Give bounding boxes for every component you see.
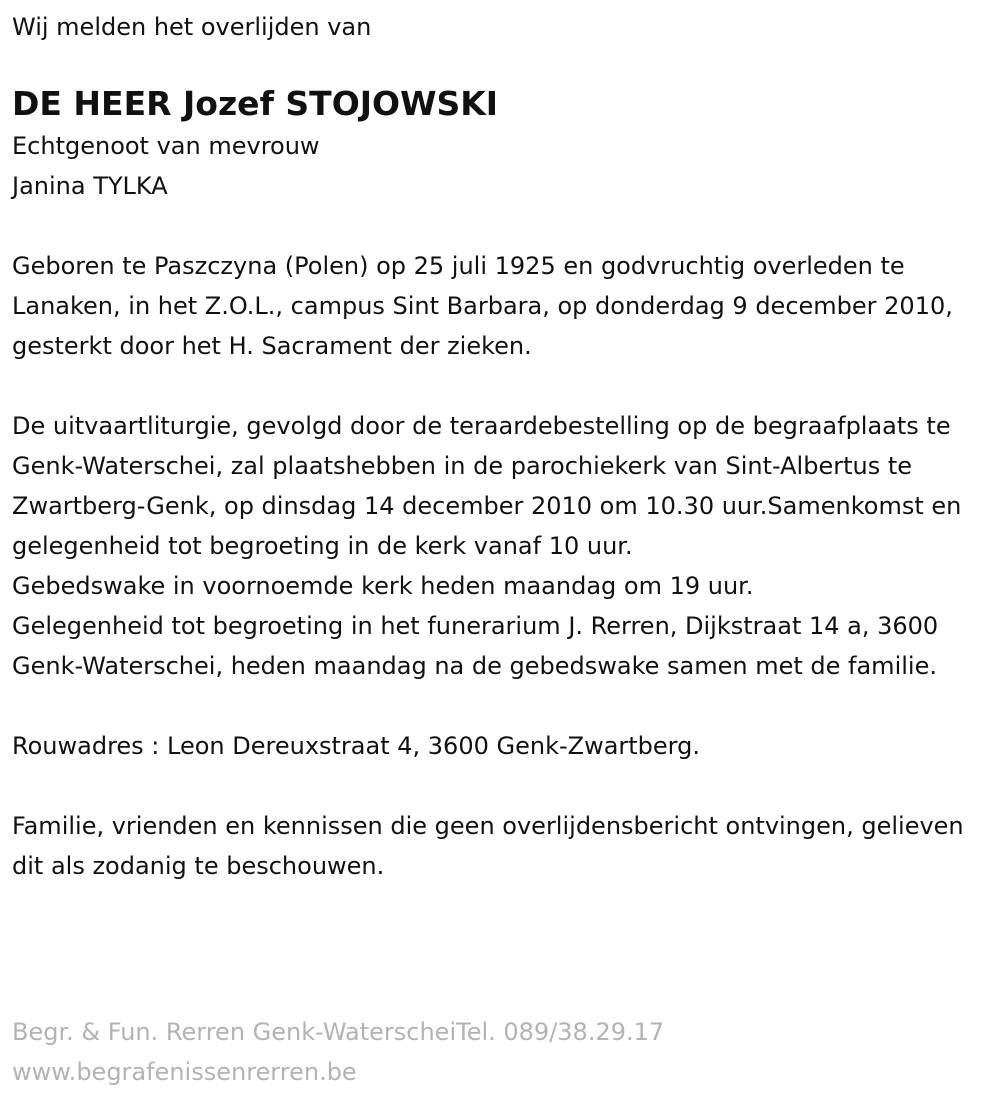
birth-death-paragraph: Geboren te Paszczyna (Polen) op 25 juli 1925 en godvruchtig overleden te Lanaken, in het Z.O.L., campus Sint Barbara, op donderdag 9 december 2010, gesterkt door het H. Sacrament der zieken. xyxy=(12,252,953,360)
spouse-line-2: Janina TYLKA xyxy=(12,172,168,200)
spacer xyxy=(12,366,988,406)
funeral-paragraph: De uitvaartliturgie, gevolgd door de teraardebestelling op de begraafplaats te Genk-Waterschei, zal plaatshebben in de parochiekerk van Sint-Albertus te Zwartberg-Genk, op dinsdag 14 december 2010 om 10.30 uur.Samenkomst en gelegenheid tot begroeting in de kerk vanaf 10 uur. xyxy=(12,412,962,560)
closing-paragraph: Familie, vrienden en kennissen die geen overlijdensbericht ontvingen, gelieven dit als zodanig te beschouwen. xyxy=(12,812,964,880)
vigil-paragraph: Gebedswake in voornoemde kerk heden maandag om 19 uur. xyxy=(12,572,754,600)
funeral-home-contact: Begr. & Fun. Rerren Genk-WaterscheiTel. 089/38.29.17 xyxy=(12,1018,665,1046)
viewing-paragraph: Gelegenheid tot begroeting in het funerarium J. Rerren, Dijkstraat 14 a, 3600 Genk-Waterschei, heden maandag na de gebedswake samen met de familie. xyxy=(12,612,939,680)
spacer xyxy=(12,766,988,806)
deceased-name: DE HEER Jozef STOJOWSKI xyxy=(12,84,499,123)
spacer xyxy=(12,686,988,726)
funeral-home-website[interactable]: www.begrafenissenrerren.be xyxy=(12,1058,357,1086)
spacer xyxy=(12,206,988,246)
funeral-home-footer xyxy=(12,1012,664,1092)
spouse-line-1: Echtgenoot van mevrouw xyxy=(12,132,320,160)
intro-text: Wij melden het overlijden van xyxy=(12,13,372,41)
mourning-address: Rouwadres : Leon Dereuxstraat 4, 3600 Genk-Zwartberg. xyxy=(12,732,700,760)
